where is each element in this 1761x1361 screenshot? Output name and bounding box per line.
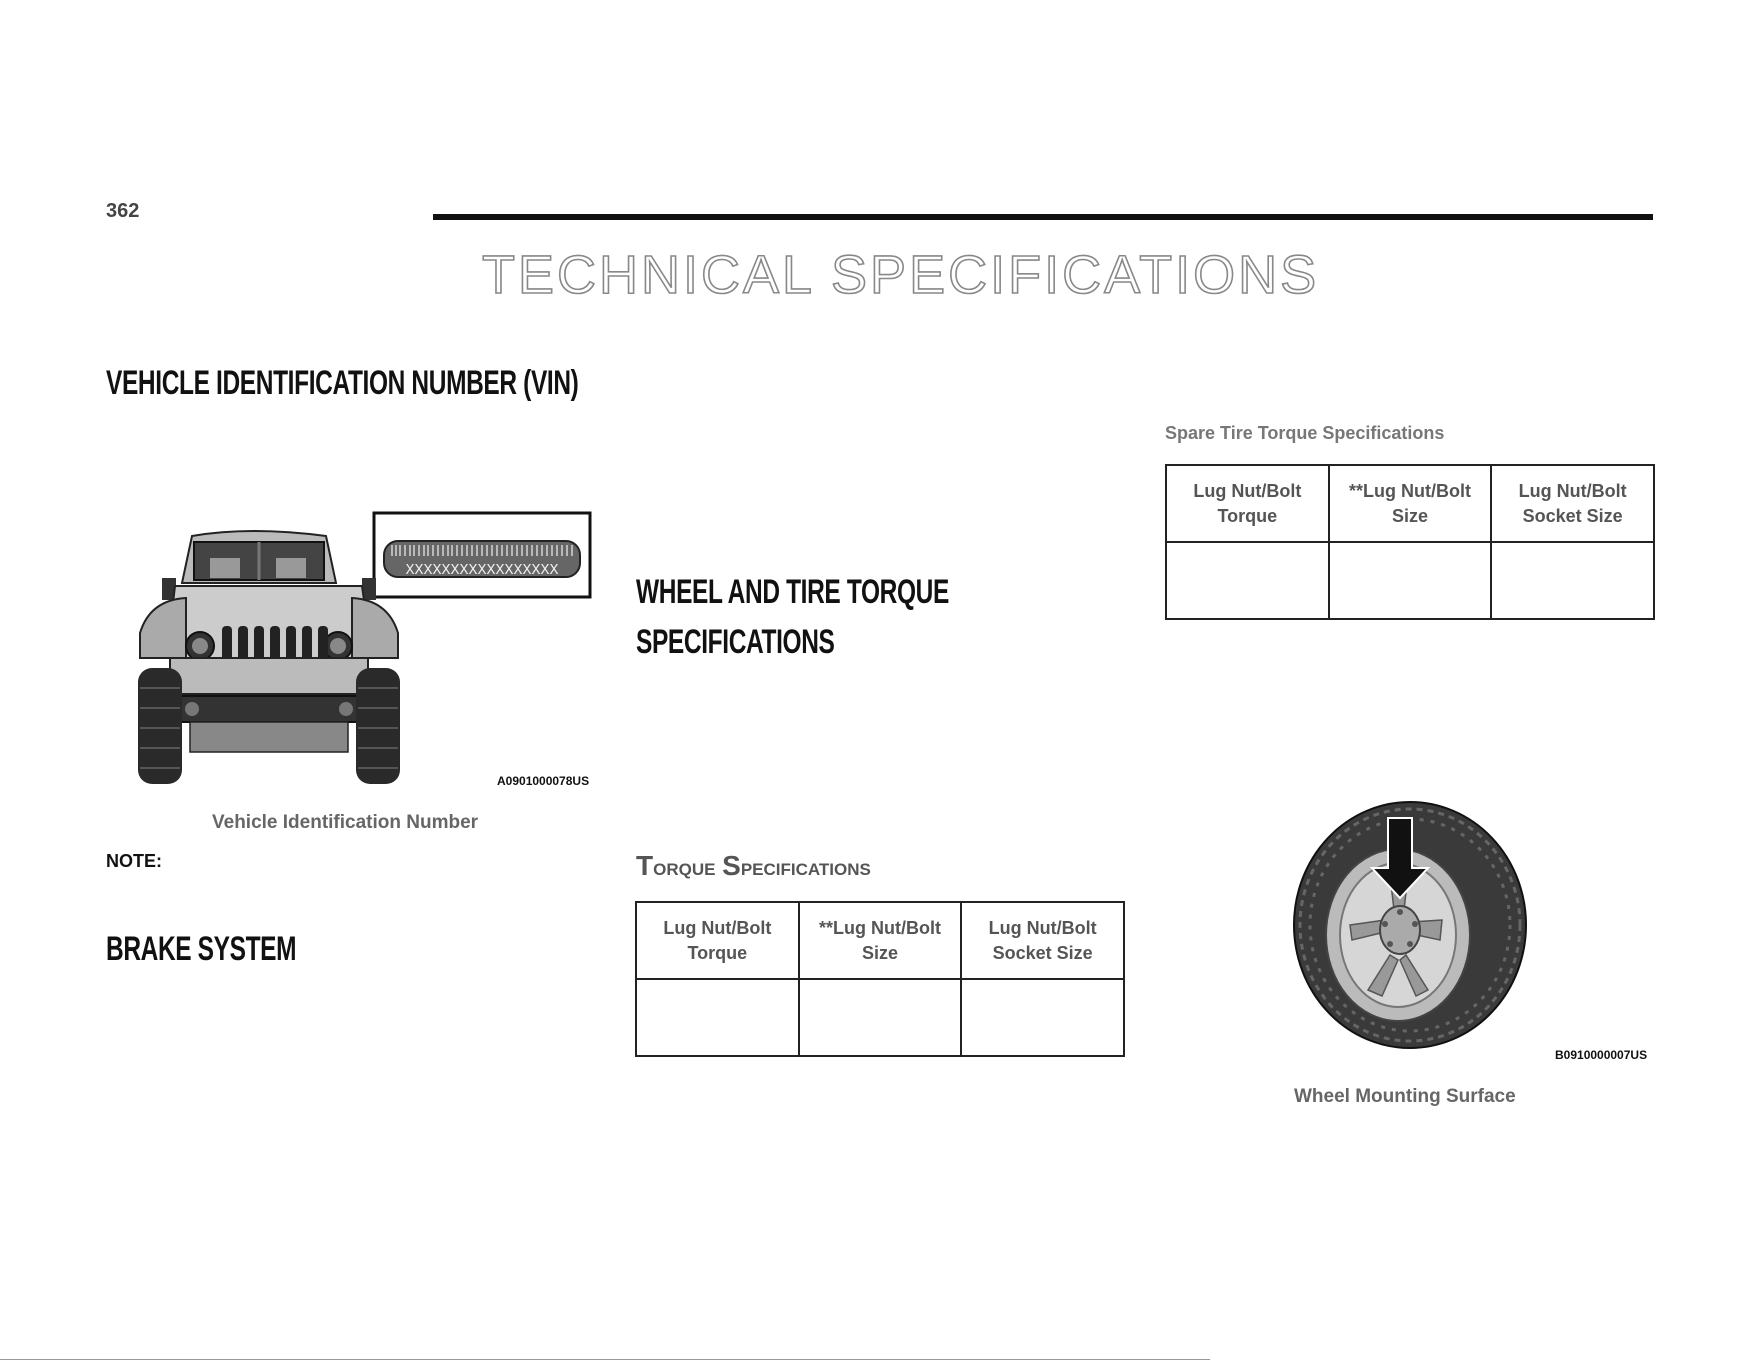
wheel-figure-caption: Wheel Mounting Surface bbox=[1294, 1086, 1516, 1107]
table-header-row bbox=[636, 902, 1124, 979]
table-cell bbox=[1329, 542, 1492, 619]
header-torque: Lug Nut/Bolt Torque bbox=[1166, 465, 1329, 542]
torque-specs-title: Torque Specifications bbox=[636, 850, 871, 881]
header-socket-size: Lug Nut/Bolt Socket Size bbox=[961, 902, 1124, 979]
header-rule bbox=[433, 214, 1653, 220]
note-label: NOTE: bbox=[106, 851, 162, 871]
header-size: **Lug Nut/Bolt Size bbox=[799, 902, 962, 979]
wheel-heading-line2: SPECIFICATIONS bbox=[636, 623, 835, 661]
wheel-illustration bbox=[1290, 800, 1530, 1050]
header-size: **Lug Nut/Bolt Size bbox=[1329, 465, 1492, 542]
vin-figure-code: A0901000078US bbox=[497, 774, 590, 788]
spare-torque-table bbox=[1165, 464, 1655, 620]
wheel-figure-code: B0910000007US bbox=[1555, 1048, 1648, 1062]
wheel-figure bbox=[1290, 800, 1530, 1050]
footer-rule bbox=[0, 1359, 1210, 1360]
torque-specs-table bbox=[635, 901, 1125, 1057]
page-number: 362 bbox=[106, 200, 140, 222]
table-row bbox=[1166, 542, 1654, 619]
spare-table-caption: Spare Tire Torque Specifications bbox=[1165, 423, 1445, 443]
header-torque: Lug Nut/Bolt Torque bbox=[636, 902, 799, 979]
table-cell bbox=[1166, 542, 1329, 619]
header-socket-size: Lug Nut/Bolt Socket Size bbox=[1491, 465, 1654, 542]
table-cell bbox=[636, 979, 799, 1056]
vin-figure bbox=[130, 508, 600, 791]
vin-plate-text: XXXXXXXXXXXXXXXXX bbox=[405, 562, 559, 579]
table-cell bbox=[799, 979, 962, 1056]
table-row bbox=[636, 979, 1124, 1056]
vin-figure-caption: Vehicle Identification Number bbox=[212, 812, 479, 833]
brake-heading: BRAKE SYSTEM bbox=[106, 930, 297, 968]
table-header-row bbox=[1166, 465, 1654, 542]
wheel-heading-line1: WHEEL AND TIRE TORQUE bbox=[636, 573, 949, 611]
table-cell bbox=[1491, 542, 1654, 619]
table-cell bbox=[961, 979, 1124, 1056]
vin-heading: VEHICLE IDENTIFICATION NUMBER (VIN) bbox=[106, 364, 579, 402]
chapter-title: TECHNICAL SPECIFICATIONS bbox=[482, 245, 1320, 305]
jeep-front-illustration bbox=[130, 508, 600, 791]
